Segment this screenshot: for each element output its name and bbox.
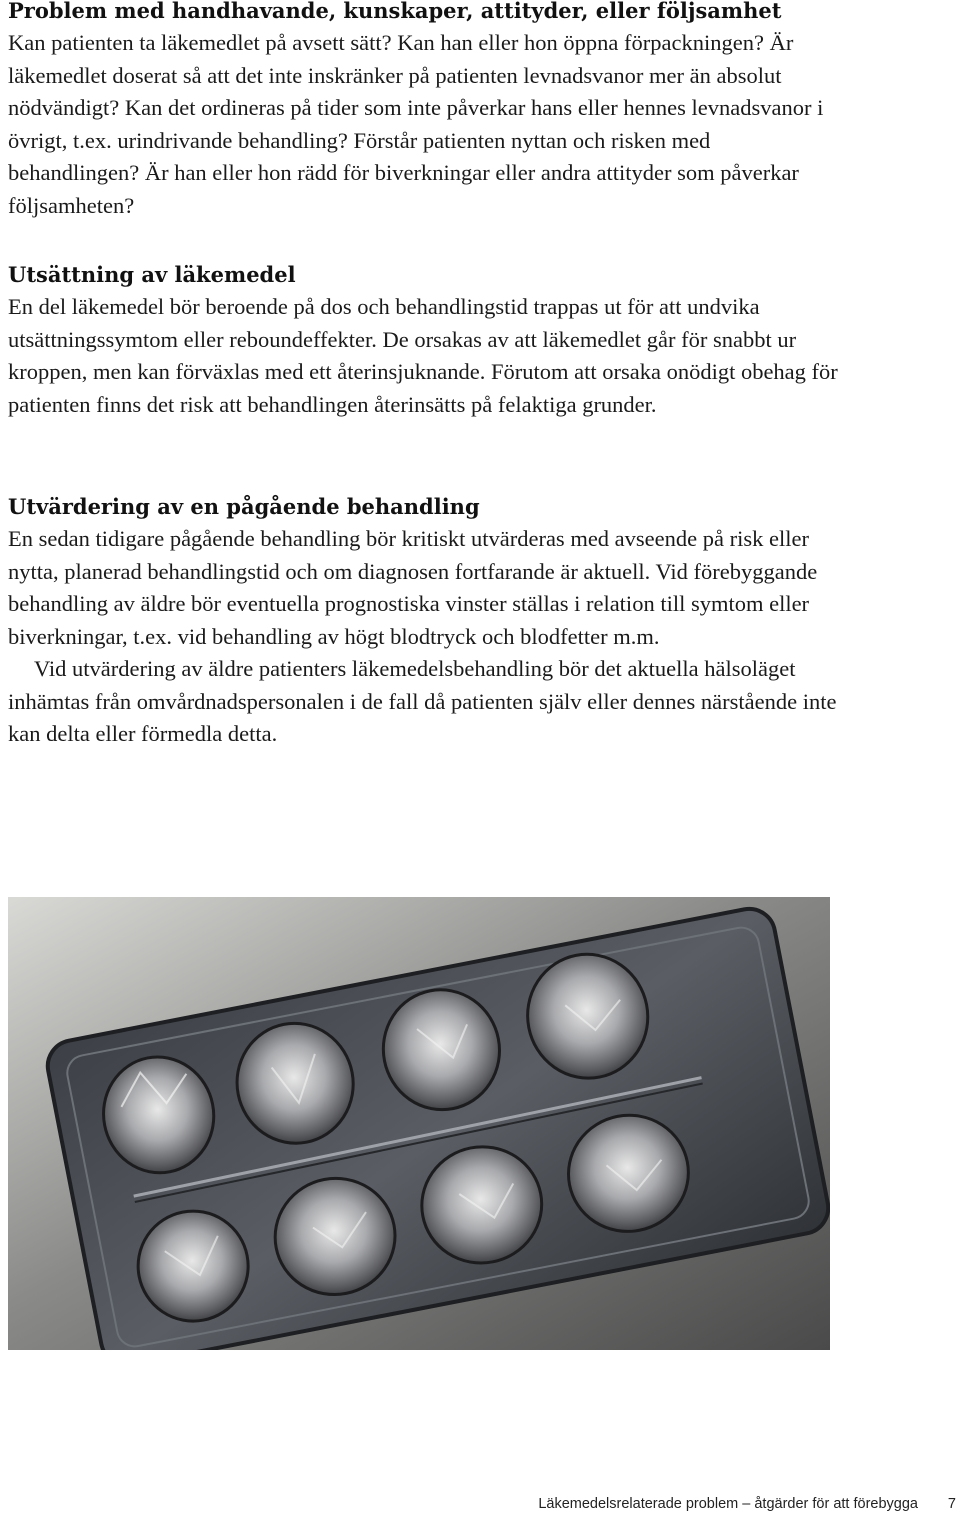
section-heading-evaluation: Utvärdering av en pågående behandling <box>8 494 480 519</box>
section-paragraph: En del läkemedel bör beroende på dos och behandlingstid trappas ut för att undvika utsättningssymtom eller reboundeffekter. De orsakas av att läkemedlet går för snabbt ur kroppen, men kan förväxlas med ett återinsjuknande. Förutom att orsaka onödigt obehag för patienten finns det risk att behandlingen återinsätts på felaktiga grunder. <box>8 294 838 417</box>
section-paragraph: Kan patienten ta läkemedlet på avsett sätt? Kan han eller hon öppna förpackningen? Är läkemedlet doserat så att det inte inskränker på patienten levnadsvanor mer än absolut nödvändigt? Kan det ordineras på tider som inte påverkar hans eller hennes levnadsvanor i övrigt, t.ex. urindrivande behandling? Förstår patienten nyttan och risken med behandlingen? Är han eller hon rädd för biverkningar eller andra attityder som påverkar följsamheten? <box>8 30 824 218</box>
section-paragraph: Vid utvärdering av äldre patienters läkemedelsbehandling bör det aktuella hälsoläget inhämtas från omvårdnadspersonalen i de fall då patienten själv eller dennes närstående inte kan delta eller förmedla detta. <box>8 656 837 746</box>
section-discontinuation <box>8 259 838 421</box>
section-compliance <box>8 0 838 222</box>
section-paragraph: En sedan tidigare pågående behandling bör kritiskt utvärderas med avseende på risk eller nytta, planerad behandlingstid och om diagnosen fortfarande är aktuell. Vid förebyggande behandling av äldre bör eventuella prognostiska vinster ställas i relation till symtom eller biverkningar, t.ex. vid behandling av högt blodtryck och blodfetter m.m. <box>8 526 818 649</box>
section-evaluation <box>8 491 838 751</box>
section-heading-compliance: Problem med handhavande, kunskaper, attityder, eller följsamhet <box>8 0 782 23</box>
page-footer <box>0 1496 960 1516</box>
empty-blister-pack-photo <box>8 897 830 1350</box>
section-heading-discontinuation: Utsättning av läkemedel <box>8 262 296 287</box>
footer-title: Läkemedelsrelaterade problem – åtgärder för att förebygga <box>538 1496 918 1512</box>
page-number: 7 <box>947 1496 956 1512</box>
